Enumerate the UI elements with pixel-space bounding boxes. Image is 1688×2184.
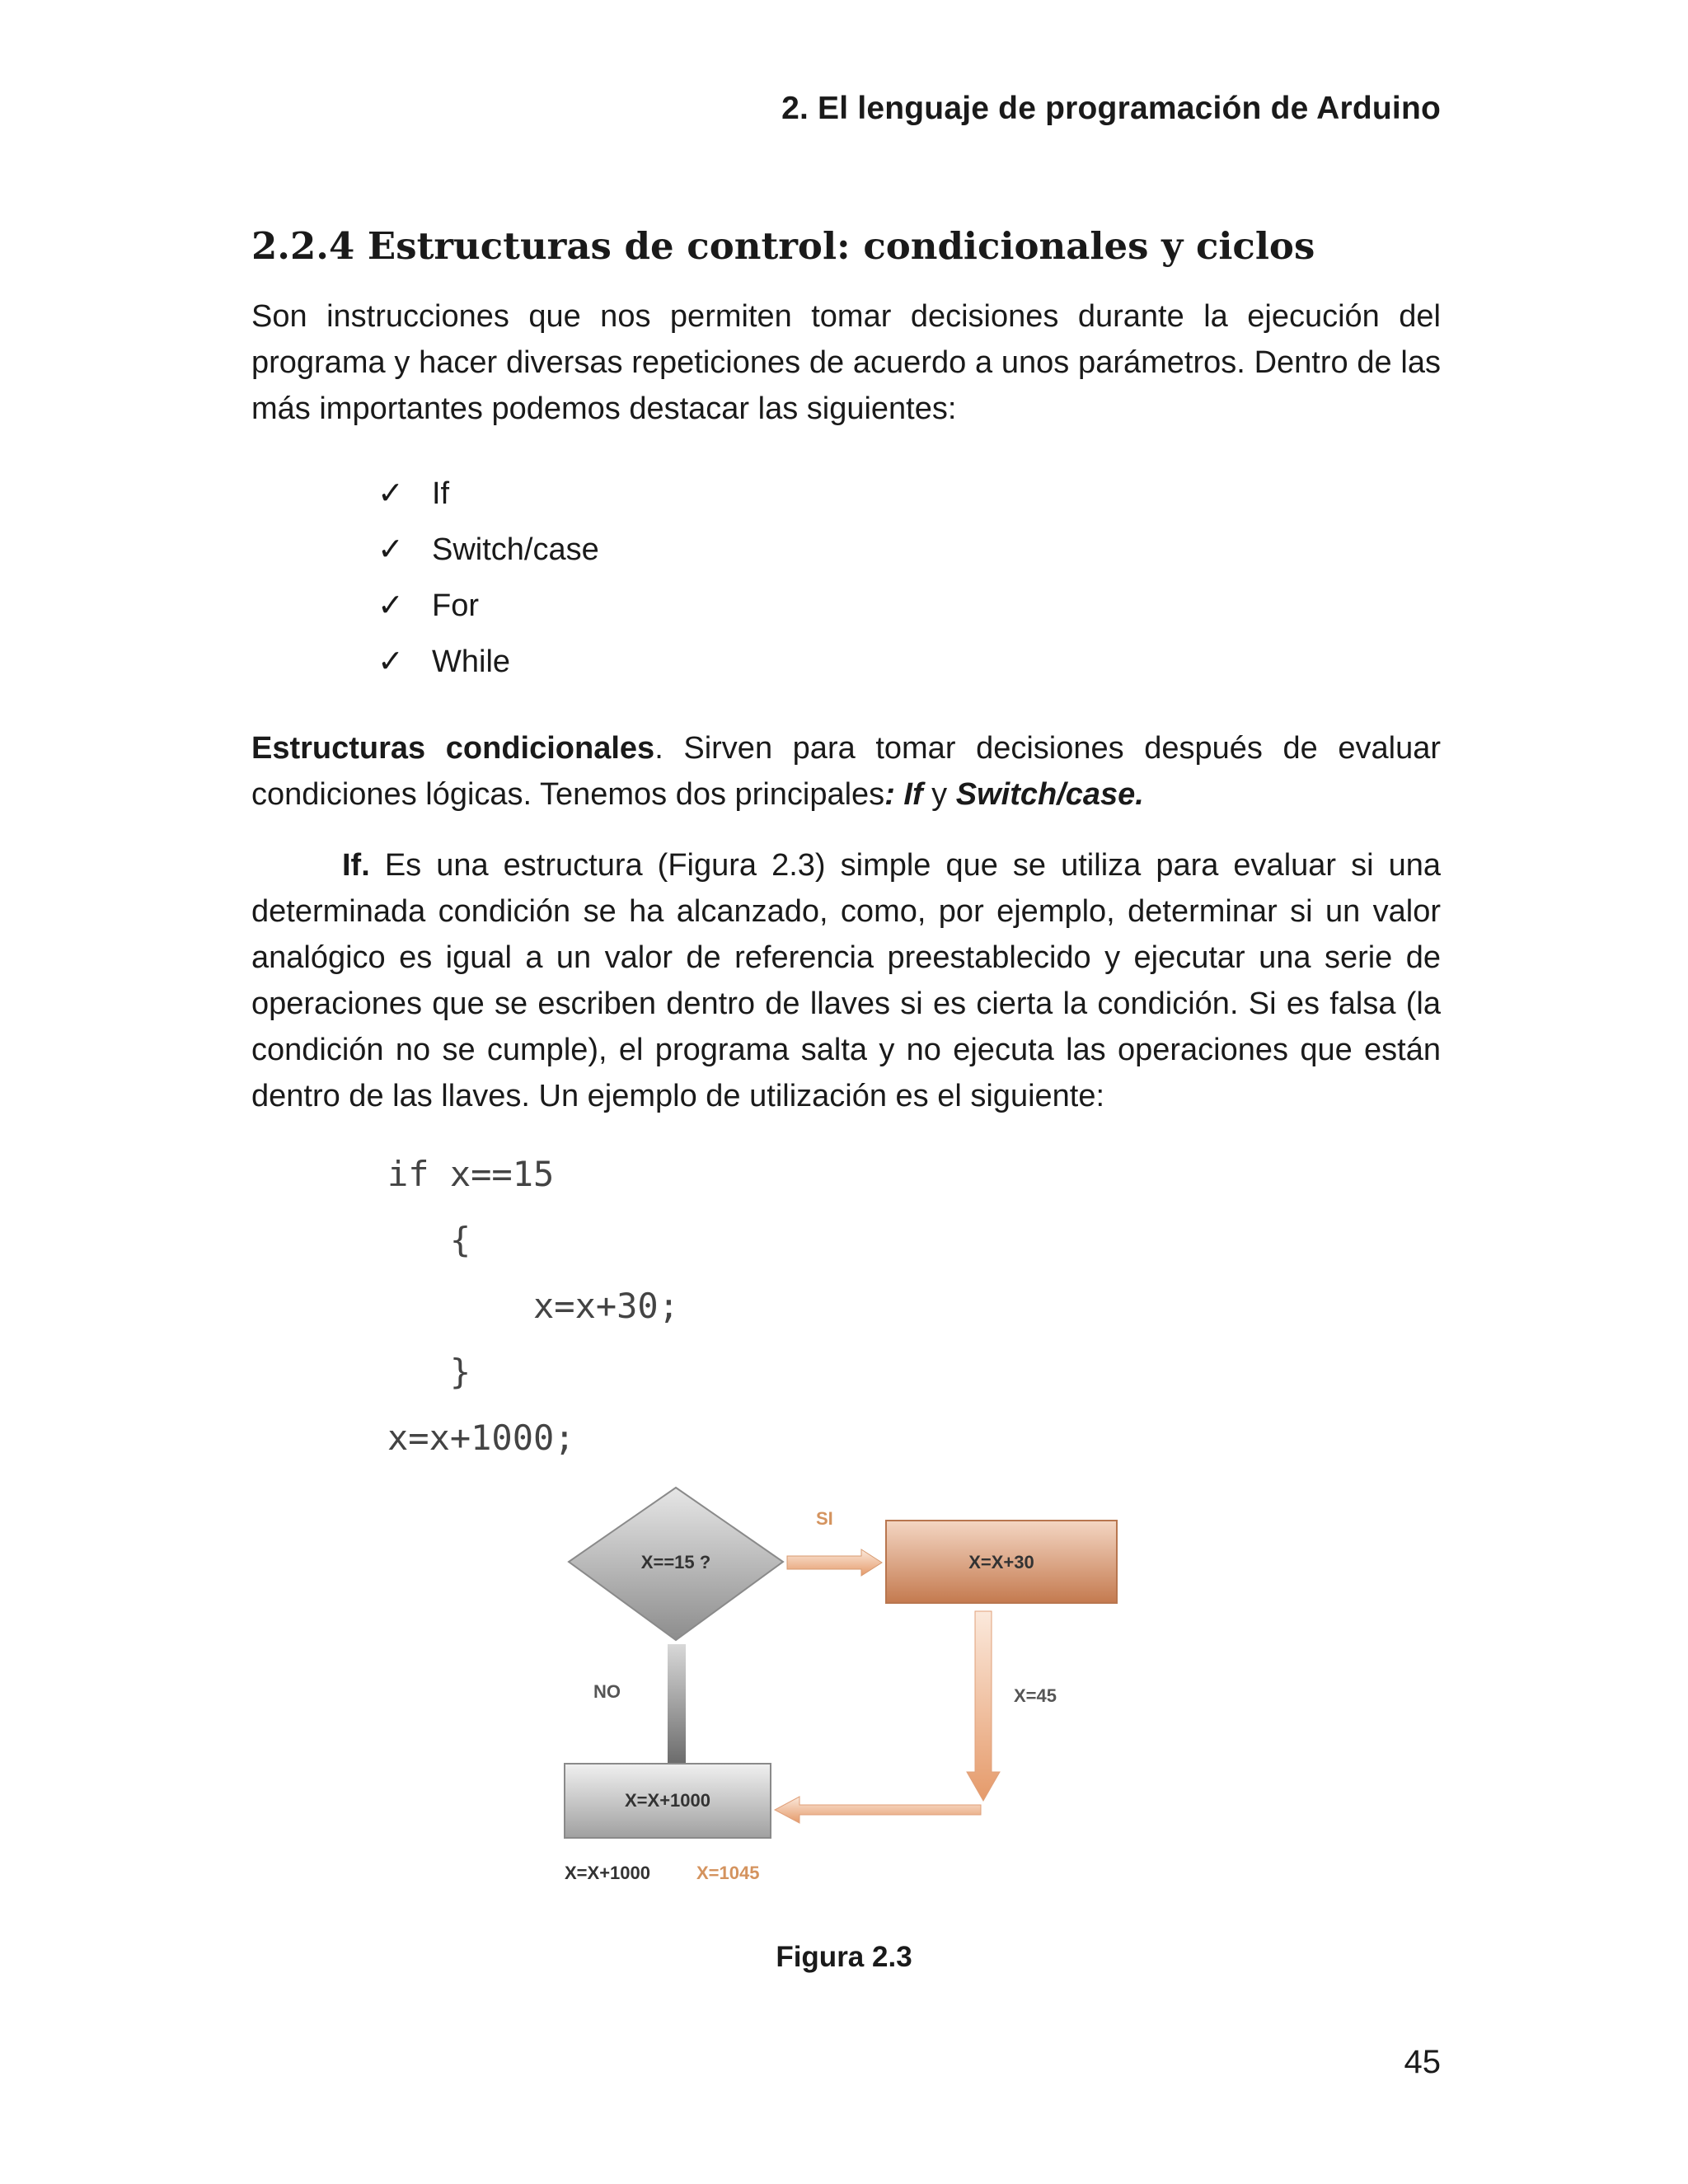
value-45-label: X=45: [1014, 1685, 1057, 1706]
check-icon: ✓: [377, 476, 404, 511]
code-line: if x==15: [387, 1154, 555, 1194]
conditional-term: Estructuras condicionales: [251, 731, 655, 766]
list-item: ✓ If: [377, 466, 599, 522]
yes-label: SI: [816, 1508, 833, 1529]
code-line: x=x+1000;: [387, 1418, 575, 1458]
list-item: ✓ While: [377, 634, 599, 690]
add30-label: X=X+30: [968, 1552, 1034, 1572]
decision-label: X==15 ?: [640, 1552, 711, 1572]
bottom-left-label: X=X+1000: [565, 1863, 650, 1883]
return-arrow: [775, 1797, 981, 1823]
code-line: x=x+30;: [387, 1286, 680, 1326]
list-item: ✓ For: [377, 578, 599, 634]
yes-arrow: [787, 1549, 882, 1576]
section-title: 2.2.4 Estructuras de control: condicionales y ciclos: [251, 224, 1315, 268]
code-line: }: [387, 1352, 471, 1392]
if-term: If.: [342, 848, 370, 883]
figure-caption: Figura 2.3: [776, 1941, 912, 1973]
conditional-paragraph: Estructuras condicionales. Sirven para tomar decisiones después de evaluar condiciones lógicas. Tenemos dos principales: If y Switch/case.: [251, 731, 1441, 812]
down-arrow: [967, 1611, 1000, 1801]
check-icon: ✓: [377, 644, 404, 679]
control-structures-list: [377, 466, 599, 690]
if-paragraph: If. Es una estructura (Figura 2.3) simple que se utiliza para evaluar si una determinada condición se ha alcanzado, como, por ejemplo, determinar si un valor analógico es igual a un valor de referencia preestablecido y ejecutar una serie de operaciones que se escriben dentro de llaves si es cierta la condición. Si es falsa (la condición no se cumple), el programa salta y no ejecuta las operaciones que están dentro de las llaves. Un ejemplo de utilización es el siguiente:: [251, 848, 1441, 1113]
add1000-label: X=X+1000: [625, 1790, 710, 1811]
flowchart: [544, 1483, 1137, 1929]
code-line: {: [387, 1220, 471, 1260]
intro-paragraph: Son instrucciones que nos permiten tomar decisiones durante la ejecución del programa y hacer diversas repeticiones de acuerdo a unos parámetros. Dentro de las más importantes podemos destacar las siguientes:: [251, 299, 1441, 426]
check-icon: ✓: [377, 588, 404, 623]
no-label: NO: [593, 1681, 621, 1702]
flowchart-figure: [544, 1483, 1137, 1929]
bottom-right-label: X=1045: [696, 1863, 760, 1883]
list-item: ✓ Switch/case: [377, 522, 599, 578]
code-example: [387, 1141, 679, 1471]
running-header: 2. El lenguaje de programación de Arduino: [781, 91, 1441, 126]
check-icon: ✓: [377, 532, 404, 567]
page-number: 45: [1404, 2044, 1441, 2080]
